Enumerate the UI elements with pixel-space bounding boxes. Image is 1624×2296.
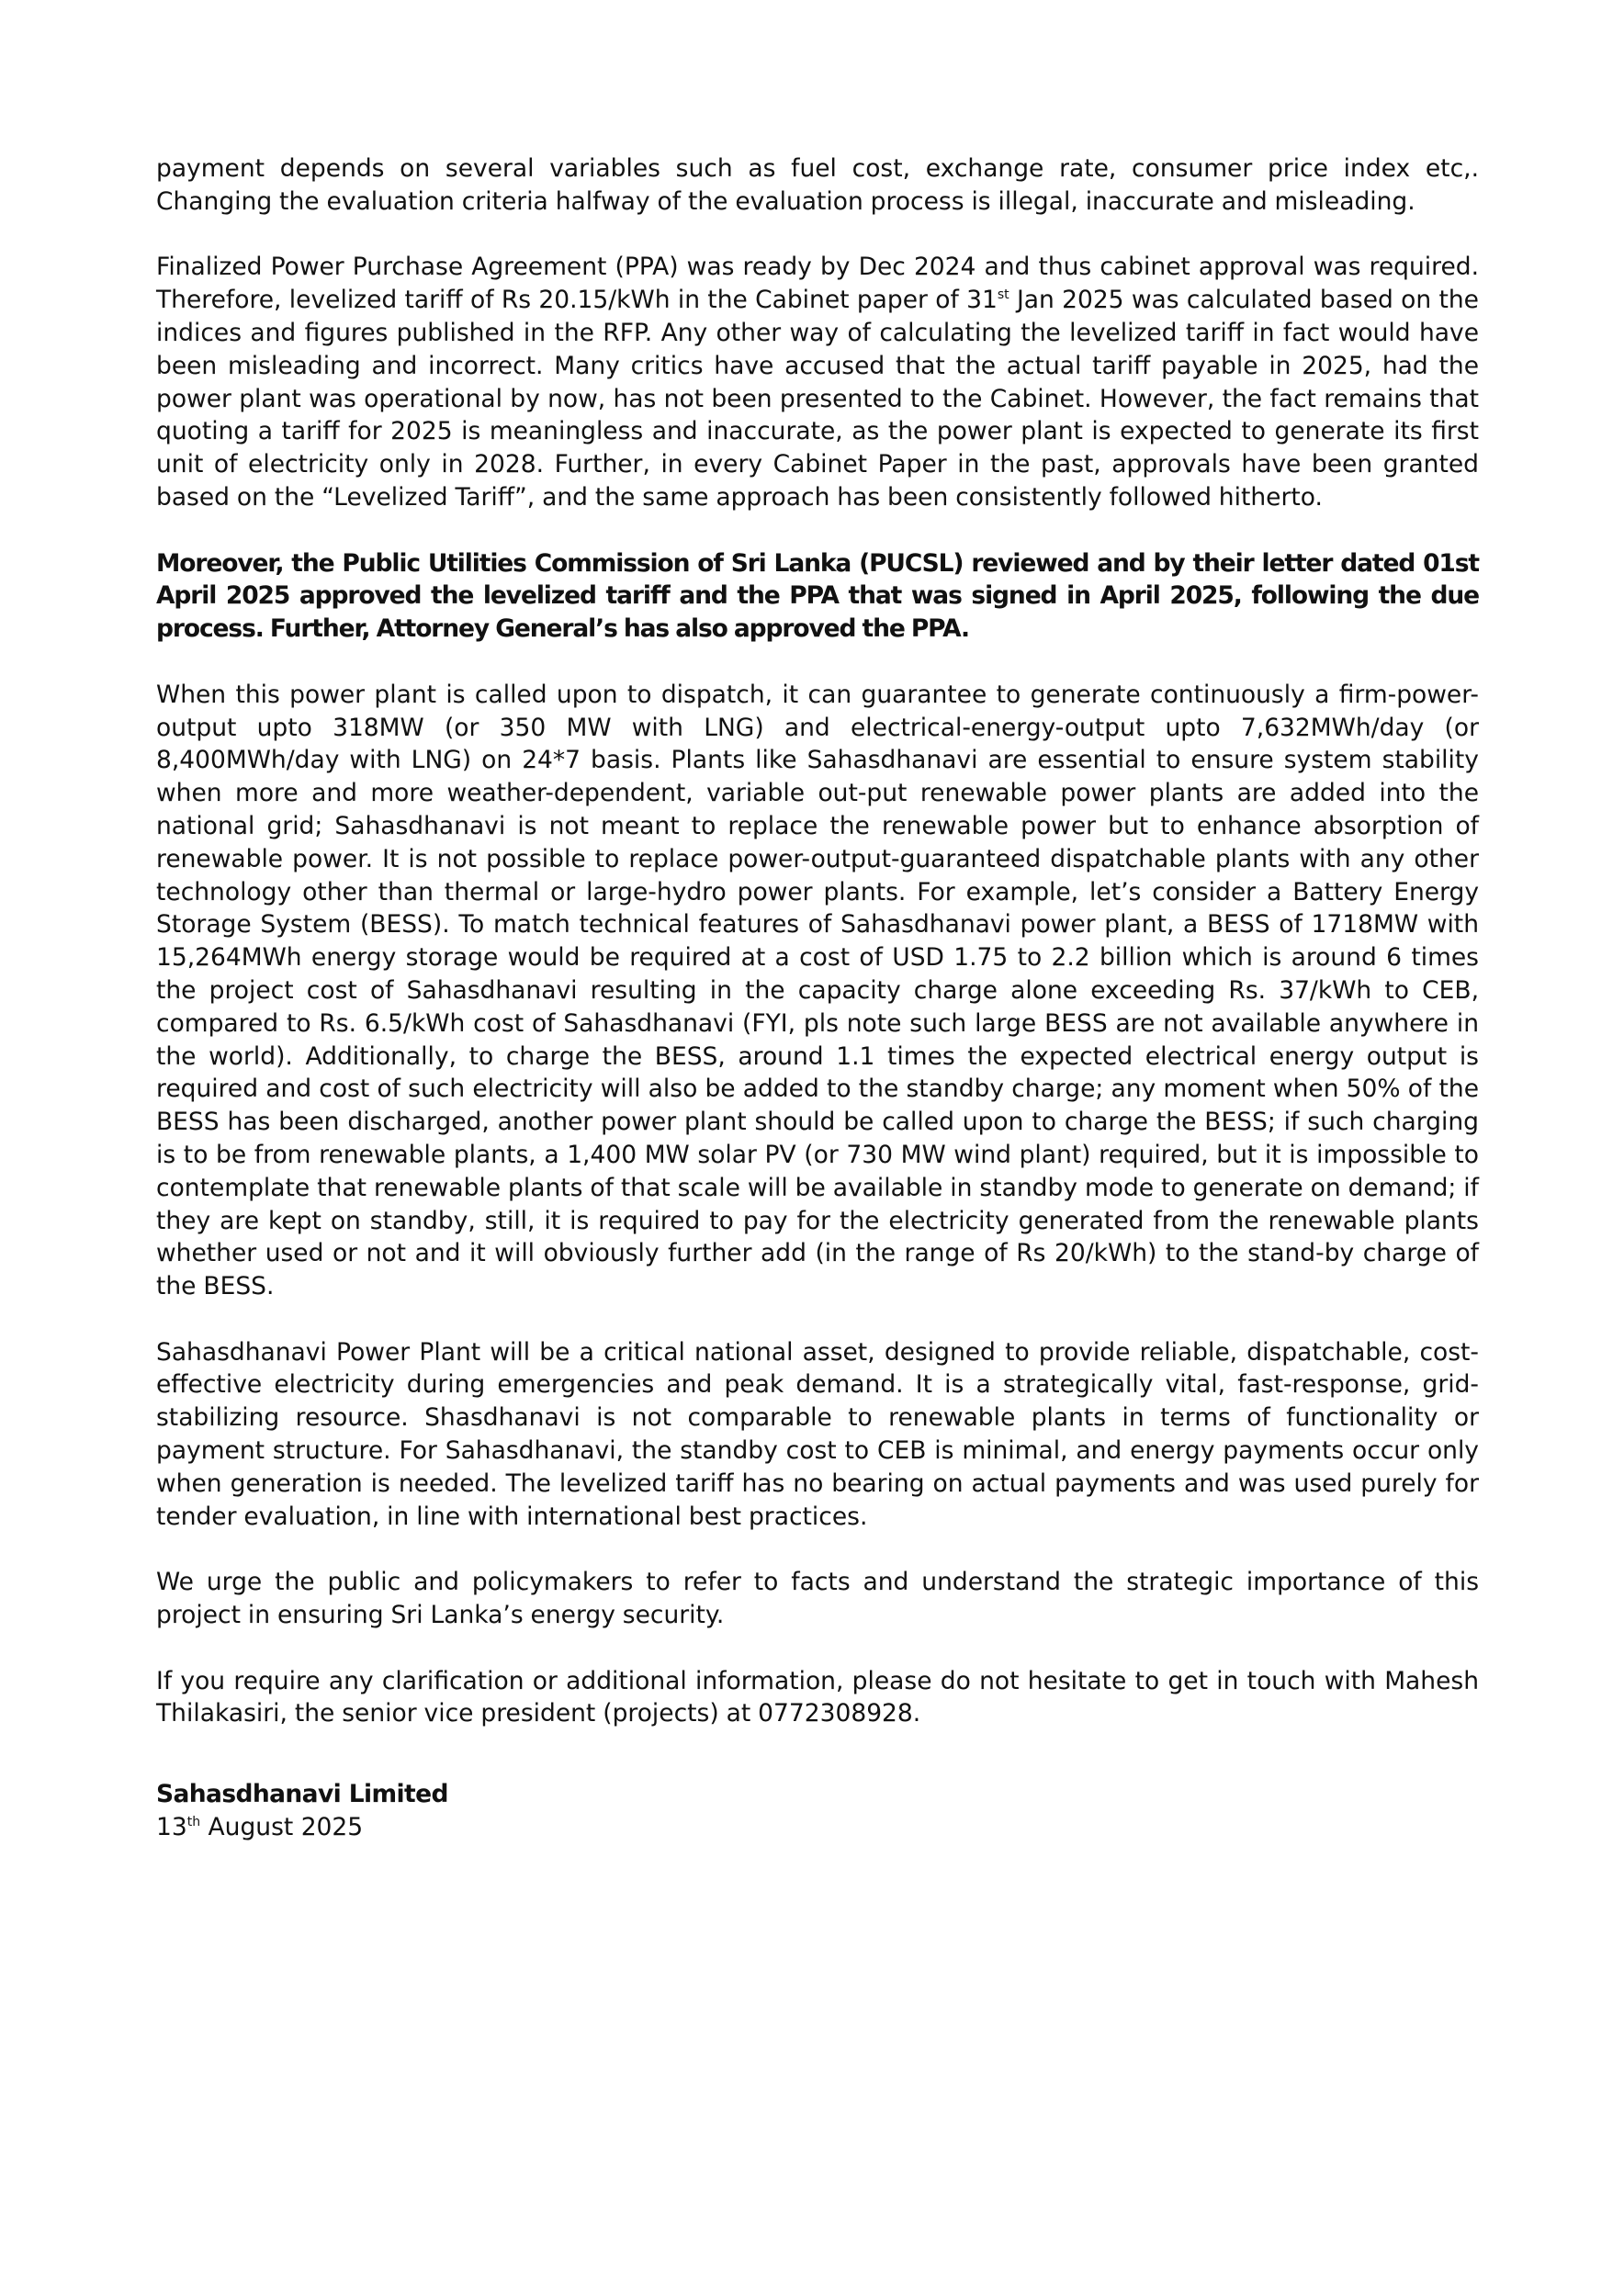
signature-company: Sahasdhanavi Limited [156,1780,448,1809]
paragraph-pucsl-approval: Moreover, the Public Utilities Commission of Sri Lanka (PUCSL) reviewed and by their letter dated 01st April 2025 approved the levelized tariff and the PPA that was signed in April 2025, following the due process. Further, Attorney General’s has also approved the PPA. [156,548,1479,644]
paragraph-finalized-ppa [156,251,1479,513]
paragraph-contact: If you require any clarification or additional information, please do not hesitate to get in touch with Mahesh Thilakasiri, the senior vice president (projects) at 0772308928. [156,1666,1479,1728]
signature-date-ordinal: th [186,1815,201,1830]
paragraph-national-asset: Sahasdhanavi Power Plant will be a critical national asset, designed to provide reliable, dispatchable, cost-effective electricity during emergencies and peak demand. It is a strategically vital, fast-response, grid-stabilizing resource. Shasdhanavi is not comparable to renewable plants in terms of functionality or payment structure. For Sahasdhanavi, the standby cost to CEB is minimal, and energy payments occur only when generation is needed. The levelized tariff has no bearing on actual payments and was used purely for tender evaluation, in line with international best practices. [156,1337,1479,1531]
paragraph-evaluation-criteria: payment depends on several variables such as fuel cost, exchange rate, consumer price index etc,. Changing the evaluation criteria halfway of the evaluation process is illegal, inaccurate and misleading. [156,154,1479,216]
signature-date [156,1811,1479,1844]
signature-date-month-year: August 2025 [200,1813,364,1842]
signature-date-day: 13 [156,1813,187,1842]
paragraph-dispatch-bess: When this power plant is called upon to dispatch, it can guarantee to generate continuously a firm-power-output upto 318MW (or 350 MW with LNG) and electrical-energy-output upto 7,632MWh/day (or 8,400MWh/day with LNG) on 24*7 basis. Plants like Sahasdhanavi are essential to ensure system stability when more and more weather-dependent, variable out-put renewable power plants are added into the national grid; Sahasdhanavi is not meant to replace the renewable power but to enhance absorption of renewable power. It is not possible to replace power-output-guaranteed dispatchable plants with any other technology other than thermal or large-hydro power plants. For example, let’s consider a Battery Energy Storage System (BESS). To match technical features of Sahasdhanavi power plant, a BESS of 1718MW with 15,264MWh energy storage would be required at a cost of USD 1.75 to 2.2 billion which is around 6 times the project cost of Sahasdhanavi resulting in the capacity charge alone exceeding Rs. 37/kWh to CEB, compared to Rs. 6.5/kWh cost of Sahasdhanavi (FYI, pls note such large BESS are not available anywhere in the world). Additionally, to charge the BESS, around 1.1 times the expected electrical energy output is required and cost of such electricity will also be added to the standby charge; any moment when 50% of the BESS has been discharged, another power plant should be called upon to charge the BESS; if such charging is to be from renewable plants, a 1,400 MW solar PV (or 730 MW wind plant) required, but it is impossible to contemplate that renewable plants of that scale will be available in standby mode to generate on demand; if they are kept on standby, still, it is required to pay for the electricity generated from the renewable plants whether used or not and it will obviously further add (in the range of Rs 20/kWh) to the stand-by charge of the BESS. [156,680,1479,1301]
paragraph-public-urge: We urge the public and policymakers to refer to facts and understand the strategic importance of this project in ensuring Sri Lanka’s energy security. [156,1568,1479,1630]
paragraph-finalized-ppa-part-2: Jan 2025 was calculated based on the indices and figures published in the RFP. Any other way of calculating the levelized tariff in fact would have been misleading and incorrect. Many critics have accused that the actual tariff payable in 2025, had the power plant was operational by now, has not been presented to the Cabinet. However, the fact remains that quoting a tariff for 2025 is meaningless and inaccurate, as the power plant is expected to generate its first unit of electricity only in 2028. Further, in every Cabinet Paper in the past, approvals have been granted based on the “Levelized Tariff”, and the same approach has been consistently followed hitherto. [156,286,1479,512]
ordinal-superscript: st [997,287,1009,303]
signature-block [156,1778,1479,1844]
paragraph-finalized-ppa-part-1: Finalized Power Purchase Agreement (PPA) was ready by Dec 2024 and thus cabinet approval was required. Therefore, levelized tariff of Rs 20.15/kWh in the Cabinet paper of 31 [156,253,1479,315]
